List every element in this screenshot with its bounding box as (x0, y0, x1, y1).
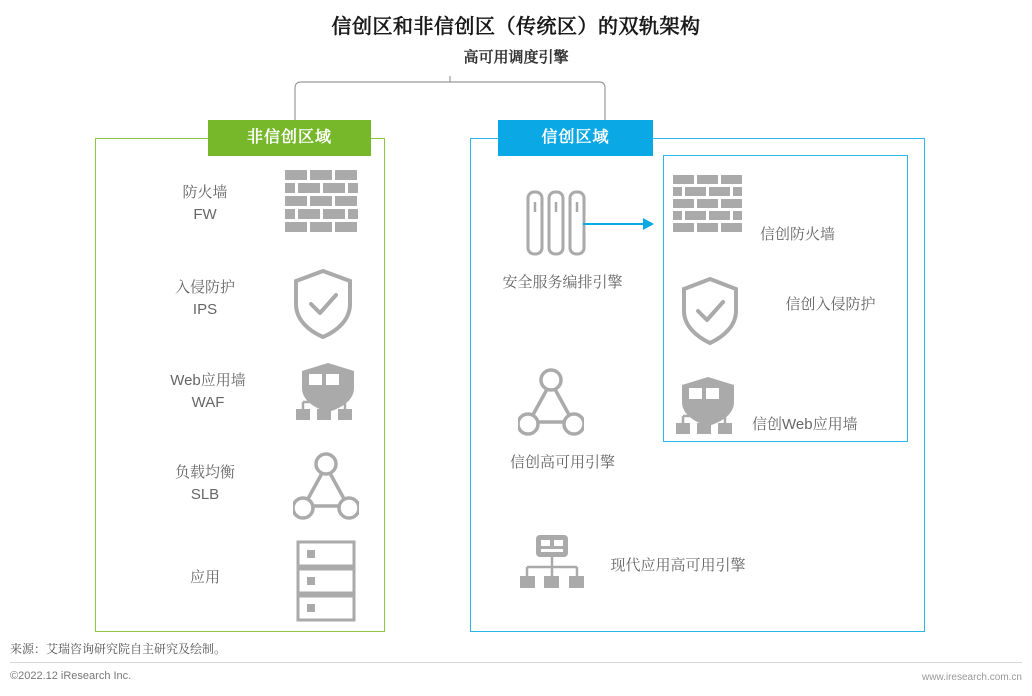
shield-check-icon (292, 268, 354, 340)
page-title: 信创区和非信创区（传统区）的双轨架构 (331, 16, 701, 38)
left-item-label-ips-en: IPS (192, 300, 218, 318)
right-item-label-security-orchestration: 安全服务编排引擎 (502, 274, 623, 291)
left-item-label-ips-cn: 入侵防护 (174, 279, 235, 296)
left-item-label-firewall-cn: 防火墙 (182, 184, 228, 201)
left-item-label-app-cn: 应用 (189, 569, 220, 586)
inner-item-label-waf: 信创Web应用墙 (752, 416, 858, 433)
left-item-label-firewall (140, 182, 270, 226)
left-item-label-slb (140, 462, 270, 506)
firewall-brick-icon (285, 170, 363, 238)
website-text: www.iresearch.com.cn (921, 672, 1022, 683)
load-balancer-triangle-icon (518, 368, 584, 438)
zone-tab-non-xinchuang[interactable]: 非信创区域 (208, 120, 371, 156)
right-item-label-modern-app: 现代应用高可用引擎 (610, 557, 746, 574)
inner-item-label-firewall: 信创防火墙 (760, 226, 836, 243)
modern-app-network-icon (520, 535, 584, 595)
footer-divider (10, 662, 1022, 663)
load-balancer-triangle-icon (293, 452, 359, 522)
service-bars-icon (525, 190, 587, 260)
left-item-label-waf-cn: Web应用墙 (170, 372, 246, 389)
left-item-label-waf-en: WAF (191, 393, 225, 411)
sub-title: 高可用调度引擎 (463, 49, 569, 66)
left-item-label-app (140, 567, 270, 589)
shield-check-icon (680, 276, 740, 346)
bracket-connector (290, 76, 610, 122)
left-item-label-slb-cn: 负载均衡 (174, 464, 235, 481)
waf-shield-network-icon (675, 376, 737, 438)
zone-tab-xinchuang[interactable]: 信创区域 (498, 120, 653, 156)
waf-shield-network-icon (295, 362, 357, 424)
right-item-label-ha-engine: 信创高可用引擎 (509, 454, 615, 471)
server-stack-icon (296, 540, 356, 622)
left-item-label-firewall-en: FW (193, 205, 217, 223)
inner-item-label-ips: 信创入侵防护 (785, 296, 876, 313)
left-item-label-slb-en: SLB (190, 485, 220, 503)
left-item-label-waf (138, 370, 278, 414)
firewall-brick-icon (673, 175, 747, 241)
left-item-label-ips (140, 277, 270, 321)
flow-arrow-icon (583, 216, 655, 232)
source-note: 来源：艾瑞咨询研究院自主研究及绘制。 (10, 642, 227, 656)
copyright-text: ©2022.12 iResearch Inc. (10, 670, 132, 682)
